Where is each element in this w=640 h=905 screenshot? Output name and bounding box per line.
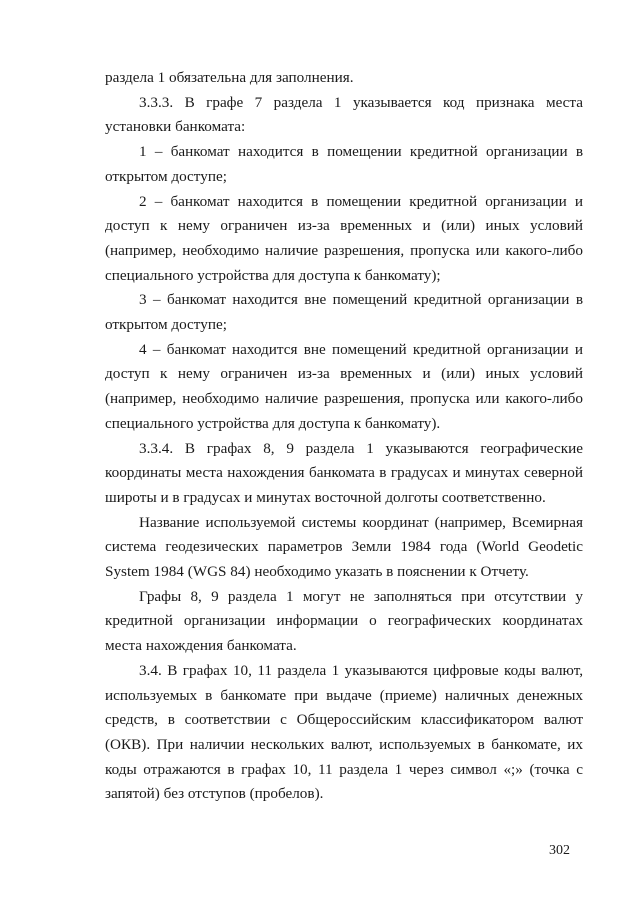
paragraph-3-3-3: 3.3.3. В графе 7 раздела 1 указывается код признака места установки банкомата: [105, 93, 583, 136]
paragraph-code-3: 3 – банкомат находится вне помещений кредитной организации в открытом доступе; [105, 291, 583, 334]
paragraph-code-4: 4 – банкомат находится вне помещений кредитной организации и доступ к нему ограничен из-за временных и (или) иных условий (например, необходимо наличие разрешения, пропуска или какого-либо специального устройства для доступа к банкомату). [105, 340, 583, 432]
document-page [105, 66, 583, 807]
paragraph-optional-columns: Графы 8, 9 раздела 1 могут не заполняться при отсутствии у кредитной организации информации о географических координатах места нахождения банкомата. [105, 587, 583, 655]
paragraph-code-1: 1 – банкомат находится в помещении кредитной организации в открытом доступе; [105, 143, 583, 185]
paragraph-3-3-4: 3.3.4. В графах 8, 9 раздела 1 указываются географические координаты места нахождения банкомата в градусах и минутах северной широты и в градусах и минутах восточной долготы соответственно. [105, 439, 583, 506]
paragraph-continuation: раздела 1 обязательна для заполнения. [105, 69, 354, 86]
paragraph-code-2: 2 – банкомат находится в помещении кредитной организации и доступ к нему ограничен из-за временных и (или) иных условий (например, необходимо наличие разрешения, пропуска или какого-либо специального устройства для доступа к банкомату); [105, 192, 583, 284]
paragraph-3-4: 3.4. В графах 10, 11 раздела 1 указываются цифровые коды валют, используемых в банкомате при выдаче (приеме) наличных денежных средств, в соответствии с Общероссийским классификатором валют (ОКВ). При наличии нескольких валют, используемых в банкомате, их коды отражаются в графах 10, 11 раздела 1 через символ «;» (точка с запятой) без отступов (пробелов). [105, 661, 583, 803]
paragraph-coordinate-system: Название используемой системы координат (например, Всемирная система геодезических параметров Земли 1984 года (World Geodetic System 1984 (WGS 84) необходимо указать в пояснении к Отчету. [105, 513, 583, 581]
page-number: 302 [549, 843, 570, 858]
